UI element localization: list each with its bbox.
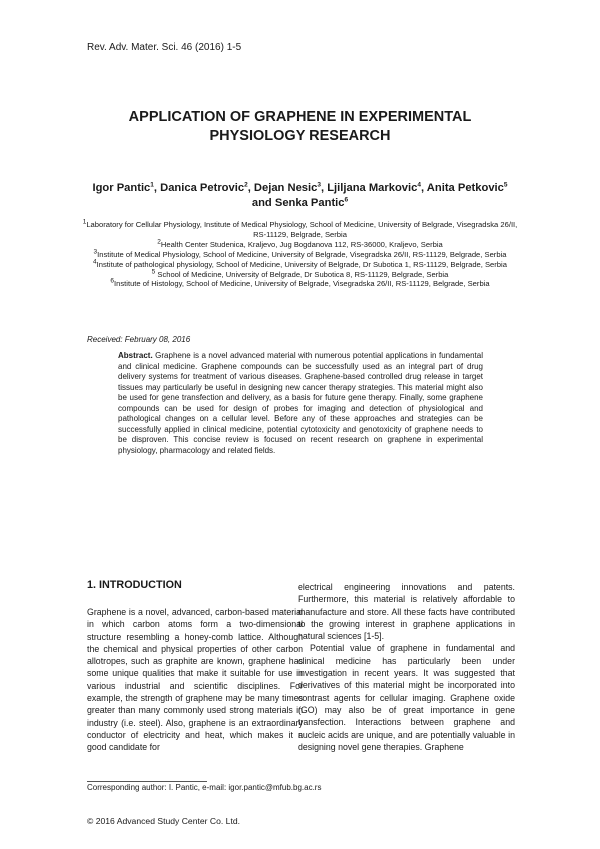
affiliation [82,240,518,250]
author-name: Anita Petkovic [426,182,504,194]
author-and: and [251,197,275,209]
author-list [60,181,540,211]
author-name: Danica Petrovic [160,182,245,194]
affiliation [82,279,518,289]
author-sup: 1 [150,181,154,189]
affiliation-sup: 2 [157,238,161,246]
affiliation [82,250,518,260]
body-column-right [298,581,515,753]
affiliation-sup: 4 [93,258,97,266]
author-name: Senka Pantic [274,197,345,209]
affiliation [82,270,518,280]
affiliation-sup: 5 [151,268,156,275]
section-heading: 1. INTRODUCTION [87,579,182,591]
affiliation [82,260,518,270]
author-separator: , [320,182,328,194]
abstract [118,351,483,456]
affiliation-text: Institute of Medical Physiology, School of Medicine, University of Belgrade, Visegradska 26/II, RS-11129, Belgrade, Serbia [97,249,507,259]
body-paragraph: Graphene is a novel, advanced, carbon-based material in which carbon atoms form a two-dimensional structure resembling a honey-comb lattice. Although the chemical and physical properties of other carbon allotropes, such as graphite are known, graphene has some unique qualities that make it suitable for use in various industrial and scientific disciplines. For example, the strength of graphene may be many times greater than many commonly used strong materials in industry (i.e. steel). Also, graphene is an extraordinary conductor of electricity and heat, which makes it a good candidate for [87,607,303,753]
author-separator: , [247,182,254,194]
body-paragraph: Potential value of graphene in fundamental and clinical medicine has particularly been under investigation in recent years. It was suggested that derivatives of this material might be incorporated into contrast agents for cellular imaging. Graphene oxide (GO) may also be of great importance in gene transfection. Interactions between graphene and nucleic acids are unique, and are potentially valuable in designing novel gene therapies. Graphene [298,643,515,752]
footnote-rule [87,781,207,782]
affiliation-text: School of Medicine, University of Belgrade, Dr Subotica 8, RS-11129, Belgrade, Serbia [155,269,449,279]
author-sup: 3 [317,181,321,189]
body-paragraph: electrical engineering innovations and patents. Furthermore, this material is relatively affordable to manufacture and store. All these facts have contributed to the growing interest in graphene applications in natural sciences [1-5]. [298,582,515,642]
body-column-left [87,606,303,754]
affiliation-sup: 1 [82,218,87,226]
author-name: Ljiljana Markovic [327,182,418,194]
paper-title [60,108,540,146]
affiliation-text: Laboratory for Cellular Physiology, Institute of Medical Physiology, School of Medicine, University of Belgrade, Visegradska 26/II, RS-11129, Belgrade, Serbia [86,220,518,239]
affiliation-text: Health Center Studenica, Kraljevo, Jug Bogdanova 112, RS-36000, Kraljevo, Serbia [160,239,443,249]
author-separator: , [153,182,161,194]
affiliation [82,220,518,240]
author-sup: 2 [244,181,248,189]
affiliation-list [82,220,518,289]
author-sup: 5 [503,181,508,189]
copyright: © 2016 Advanced Study Center Co. Ltd. [87,816,241,826]
abstract-label: Abstract. [118,351,153,360]
affiliation-text: Institute of pathological physiology, School of Medicine, University of Belgrade, Dr Subotica 1, RS-11129, Belgrade, Serbia [96,259,507,269]
corresponding-author: Corresponding author: I. Pantic, e-mail: igor.pantic@mfub.bg.ac.rs [87,783,322,792]
affiliation-text: Institute of Histology, School of Medicine, University of Belgrade, Visegradska 26/II, RS-11129, Belgrade, Serbia [114,279,490,289]
title-line-1: APPLICATION OF GRAPHENE IN EXPERIMENTAL [128,109,472,125]
affiliation-sup: 6 [110,277,115,285]
author-separator: , [420,182,427,194]
author-sup: 6 [344,196,349,204]
affiliation-sup: 3 [93,248,98,256]
author-name: Igor Pantic [92,182,151,194]
journal-reference: Rev. Adv. Mater. Sci. 46 (2016) 1-5 [87,42,242,53]
received-date: Received: February 08, 2016 [87,335,191,344]
author-sup: 4 [417,181,421,189]
title-line-2: PHYSIOLOGY RESEARCH [209,128,391,144]
author-name: Dejan Nesic [253,182,318,194]
abstract-text: Graphene is a novel advanced material with numerous potential applications in fundamental and clinical medicine. Graphene compounds can be successfully used as an integral part of drug delivery systems for treatment of various diseases. Graphene-based controlled drug release in target tissues may particularly be useful in designing new cancer therapy strategies. This material might also be used for gene transfection and delivery, as a basis for future gene therapy. Finally, some graphene compounds can be used for design of probes for imaging and detection of physiological and pathological changes on a cellular level. Before any of these approaches and strategies can be successfully applied in clinical medicine, potential cytotoxicity and genotoxicity of graphene needs to be disproven. This concise review is focused on recent research on graphene in experimental physiology, pharmacology and related fields. [118,351,483,455]
